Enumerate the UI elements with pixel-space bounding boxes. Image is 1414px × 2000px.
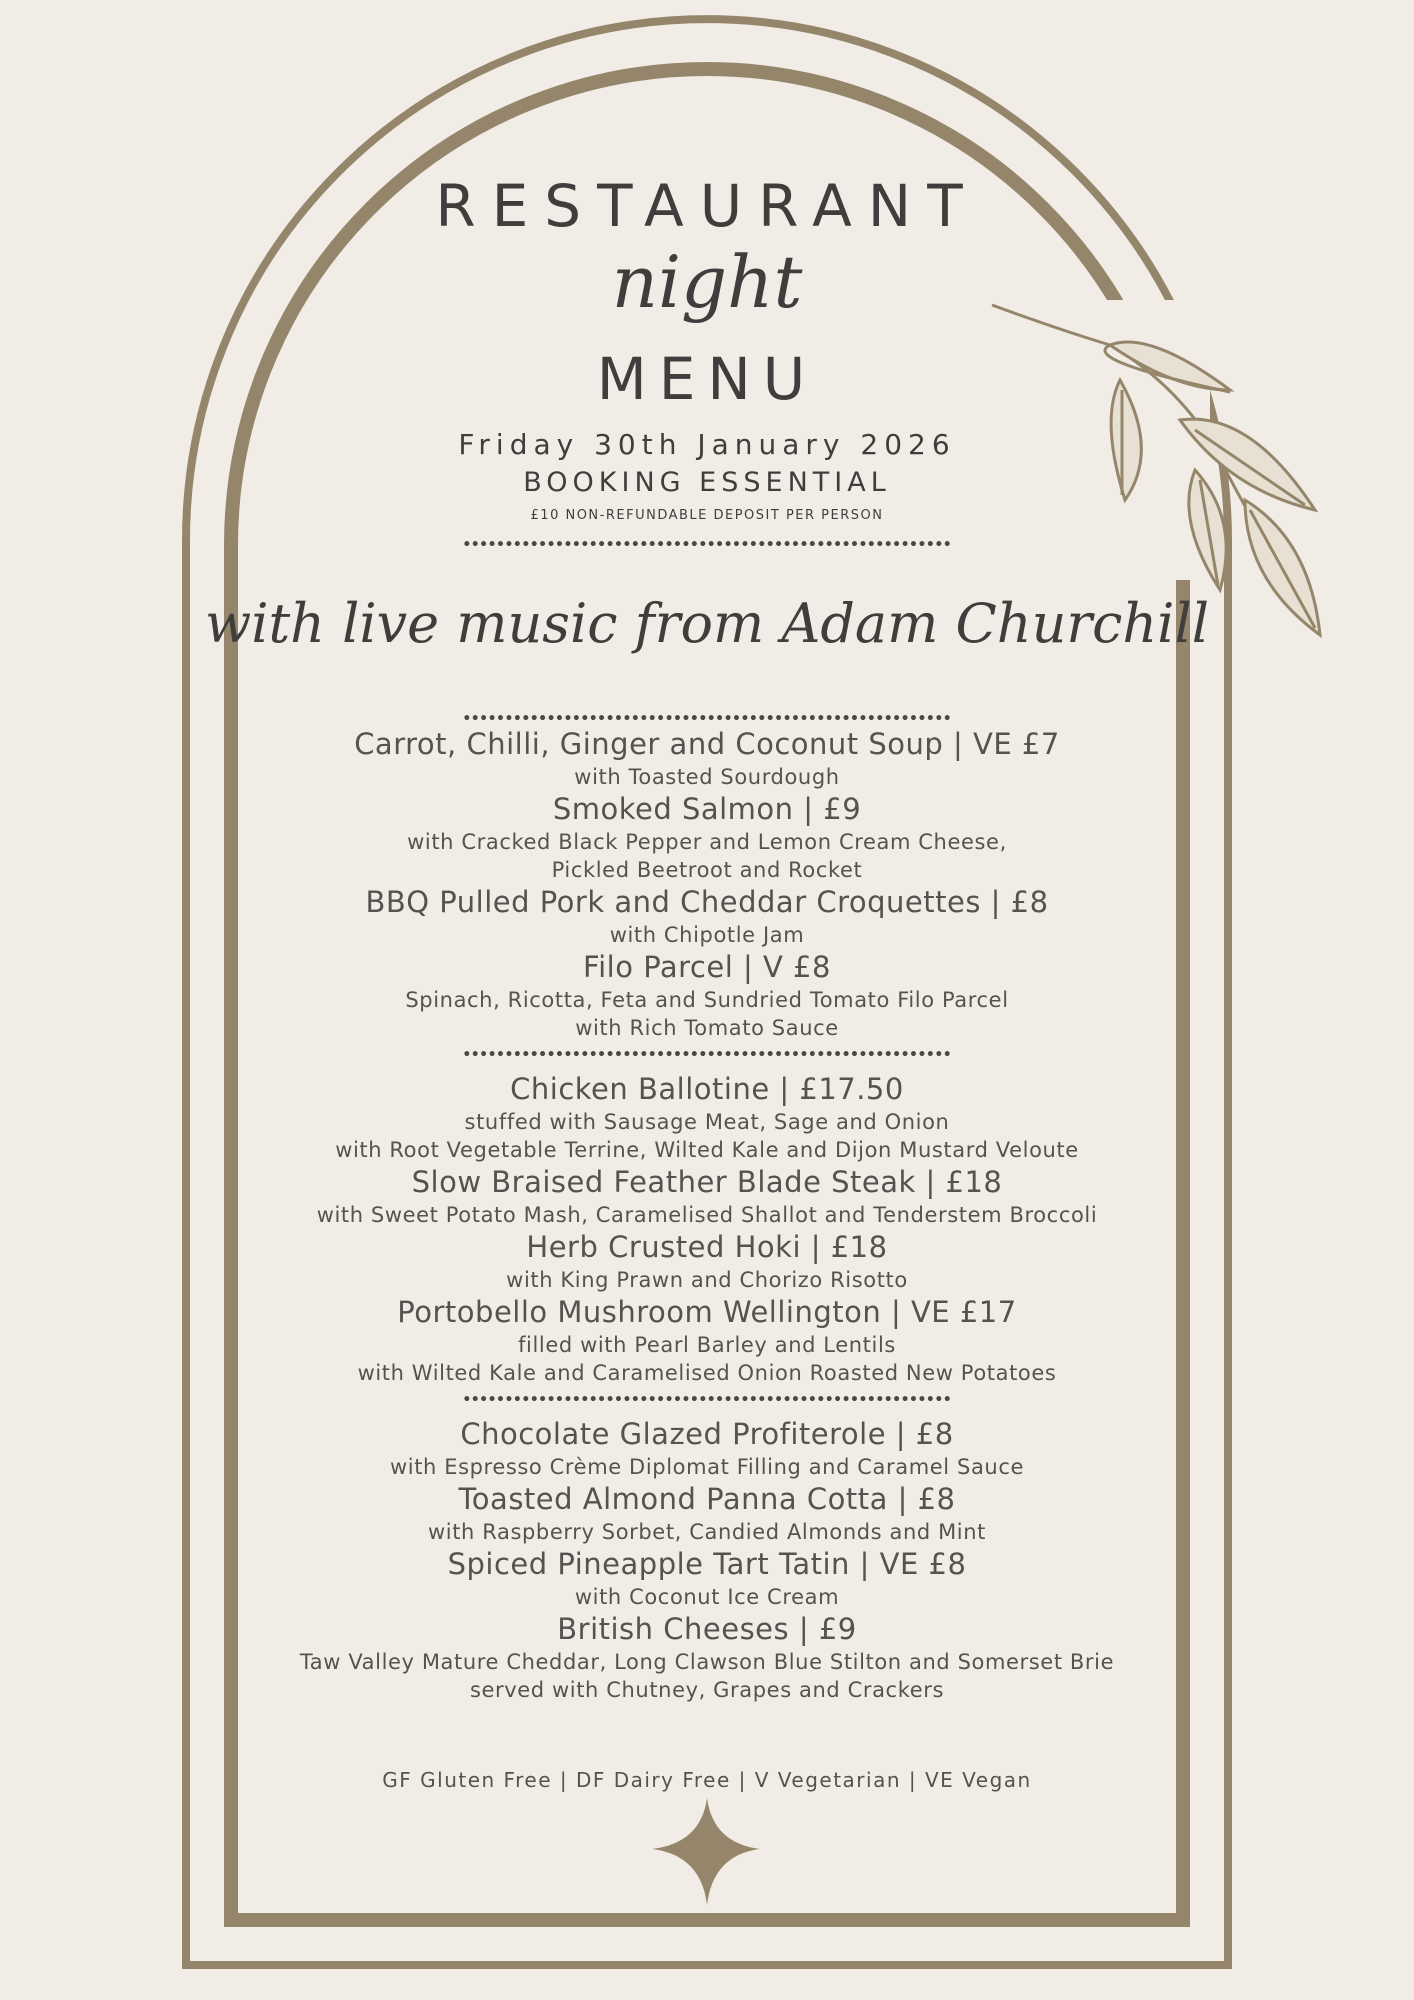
dish-description: filled with Pearl Barley and Lentils bbox=[518, 1333, 896, 1357]
dish-description: with Raspberry Sorbet, Candied Almonds and Mint bbox=[428, 1520, 986, 1544]
menu-body bbox=[0, 726, 1414, 1704]
title-night-script: night bbox=[611, 240, 803, 324]
dish-item bbox=[0, 884, 1414, 949]
dish-description: served with Chutney, Grapes and Crackers bbox=[469, 1678, 945, 1702]
dish-name: Spiced Pineapple Tart Tatin | VE £8 bbox=[447, 1547, 967, 1581]
dish-item bbox=[0, 1546, 1414, 1611]
title-restaurant: RESTAURANT bbox=[435, 172, 979, 240]
dish-description: with Cracked Black Pepper and Lemon Cream Cheese, bbox=[407, 830, 1007, 854]
dish-name: Chicken Ballotine | £17.50 bbox=[510, 1072, 904, 1106]
dish-name: Filo Parcel | V £8 bbox=[583, 950, 831, 984]
live-music-script: with live music from Adam Churchill bbox=[204, 592, 1209, 655]
dish-description: with Coconut Ice Cream bbox=[574, 1585, 840, 1609]
dish-item bbox=[0, 726, 1414, 791]
dish-name: Smoked Salmon | £9 bbox=[552, 792, 862, 826]
booking-notice: BOOKING ESSENTIAL bbox=[523, 467, 891, 498]
separator-dots: •••••••••••••••••••••••••••••••••••••••••••••••••••••••••• bbox=[462, 537, 952, 553]
dish-item bbox=[0, 1611, 1414, 1704]
dish-description: with Root Vegetable Terrine, Wilted Kale and Dijon Mustard Veloute bbox=[335, 1138, 1079, 1162]
dish-item bbox=[0, 1294, 1414, 1387]
sparkle-star-icon bbox=[652, 1798, 760, 1905]
dish-name: Herb Crusted Hoki | £18 bbox=[526, 1230, 888, 1264]
dish-description: with Chipotle Jam bbox=[609, 923, 805, 947]
section-desserts bbox=[0, 1416, 1414, 1704]
section-mains bbox=[0, 1071, 1414, 1387]
deposit-notice: £10 NON-REFUNDABLE DEPOSIT PER PERSON bbox=[530, 508, 884, 523]
dish-description: with Wilted Kale and Caramelised Onion Roasted New Potatoes bbox=[357, 1361, 1057, 1385]
separator-dots: •••••••••••••••••••••••••••••••••••••••••••••••••••••••••• bbox=[462, 711, 952, 727]
dish-name: BBQ Pulled Pork and Cheddar Croquettes | £8 bbox=[365, 885, 1049, 919]
dish-description: with Sweet Potato Mash, Caramelised Shallot and Tenderstem Broccoli bbox=[316, 1203, 1098, 1227]
dish-description: with Rich Tomato Sauce bbox=[575, 1016, 839, 1040]
dish-item bbox=[0, 949, 1414, 1042]
dish-description: with King Prawn and Chorizo Risotto bbox=[506, 1268, 908, 1292]
dish-name: British Cheeses | £9 bbox=[557, 1612, 857, 1646]
dish-name: Toasted Almond Panna Cotta | £8 bbox=[458, 1482, 956, 1516]
dish-name: Carrot, Chilli, Ginger and Coconut Soup | VE £7 bbox=[354, 727, 1060, 761]
dish-item bbox=[0, 1481, 1414, 1546]
separator-dots: •••••••••••••••••••••••••••••••••••••••••••••••••••••••••• bbox=[462, 1047, 952, 1063]
dish-description: stuffed with Sausage Meat, Sage and Onion bbox=[464, 1110, 950, 1134]
dietary-legend: GF Gluten Free | DF Dairy Free | V Vegetarian | VE Vegan bbox=[382, 1768, 1032, 1792]
dish-item bbox=[0, 1416, 1414, 1481]
dish-name: Portobello Mushroom Wellington | VE £17 bbox=[397, 1295, 1017, 1329]
dish-description: with Toasted Sourdough bbox=[574, 765, 840, 789]
section-starters bbox=[0, 726, 1414, 1042]
dish-item bbox=[0, 1164, 1414, 1229]
dish-description: Pickled Beetroot and Rocket bbox=[551, 858, 863, 882]
dish-item bbox=[0, 791, 1414, 884]
separator-dots: •••••••••••••••••••••••••••••••••••••••••••••••••••••••••• bbox=[462, 1392, 952, 1408]
dish-description: with Espresso Crème Diplomat Filling and Caramel Sauce bbox=[389, 1455, 1024, 1479]
dish-description: Spinach, Ricotta, Feta and Sundried Tomato Filo Parcel bbox=[405, 988, 1009, 1012]
dish-name: Chocolate Glazed Profiterole | £8 bbox=[460, 1417, 954, 1451]
title-menu: MENU bbox=[596, 345, 818, 413]
dish-name: Slow Braised Feather Blade Steak | £18 bbox=[411, 1165, 1003, 1199]
dish-item bbox=[0, 1229, 1414, 1294]
event-date: Friday 30th January 2026 bbox=[458, 428, 956, 461]
dish-item bbox=[0, 1071, 1414, 1164]
dish-description: Taw Valley Mature Cheddar, Long Clawson Blue Stilton and Somerset Brie bbox=[299, 1650, 1115, 1674]
